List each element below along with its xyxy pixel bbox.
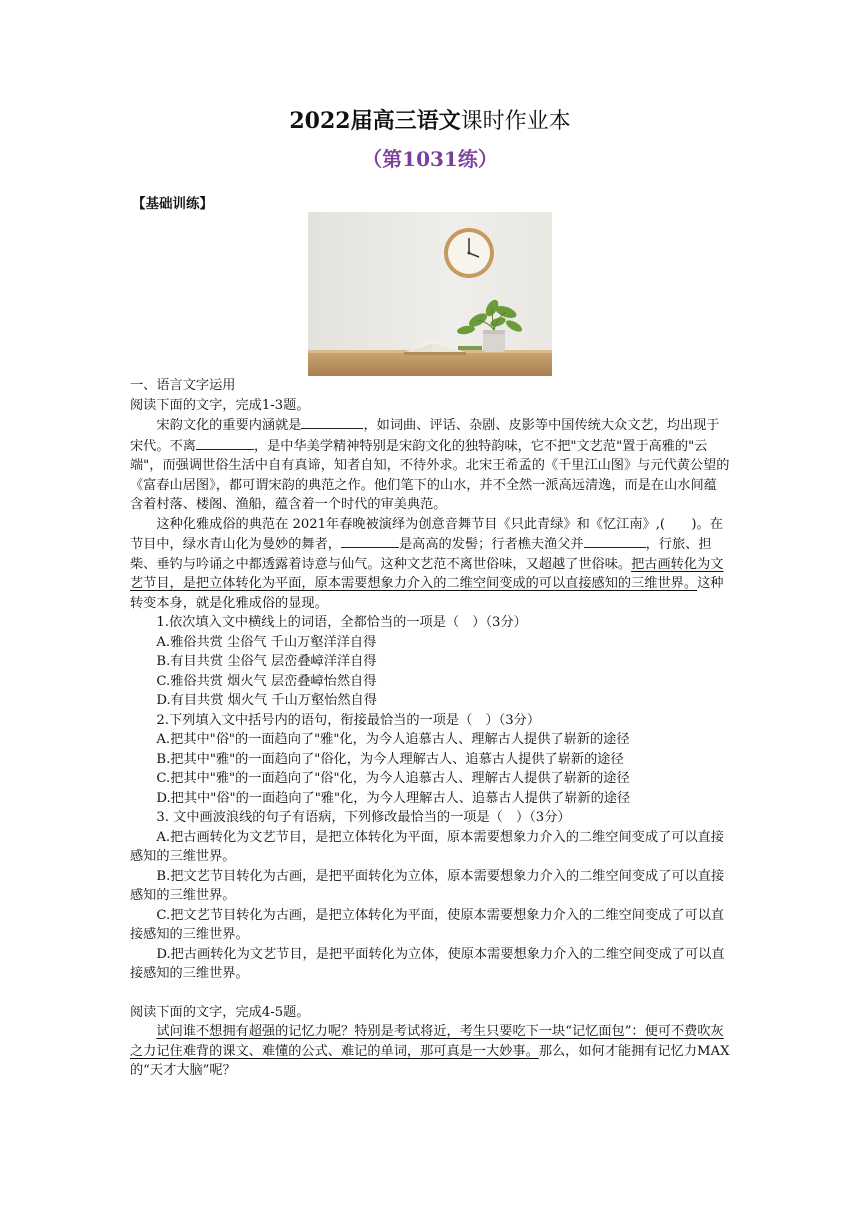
option: C.把其中"雅"的一面趋向了"俗"化，为今人追慕古人、理解古人提供了崭新的途径 bbox=[156, 771, 630, 786]
question-1: 1.依次填入文中横线上的词语，全都恰当的一项是（ ）（3分） bbox=[156, 615, 527, 630]
option: A.把其中"俗"的一面趋向了"雅"化，为今人追慕古人、理解古人提供了崭新的途径 bbox=[156, 732, 630, 747]
option: B.把文艺节目转化为古画，是把平面转化为立体，原本需要想象力介入的二维空间变成了可以直接感知的三维世界。 bbox=[130, 868, 725, 903]
fill-blank bbox=[301, 415, 363, 429]
reading-instruction: 阅读下面的文字，完成1-3题。 bbox=[130, 397, 310, 413]
passage-paragraph bbox=[130, 1022, 730, 1081]
part-heading: 一、语言文字运用 bbox=[130, 378, 236, 393]
option: B.把其中"雅"的一面趋向了"俗化，为今人理解古人、追慕古人提供了崭新的途径 bbox=[156, 751, 624, 767]
passage-paragraph bbox=[130, 515, 730, 614]
passage-text: 是高高的发髻；行者樵夫渔父并 bbox=[399, 537, 584, 552]
passage-text: 这种化雅成俗的典范在 2021年春晚被演绎为创意音舞节目《只此青绿》和《忆江南》,( )。在节目中，绿水青山化为曼妙的舞者， bbox=[130, 516, 723, 552]
title-bold-part: 2022届高三语文 bbox=[289, 108, 461, 134]
passage-text: ，如词曲、评话、杂剧、皮影等中国传统大众文艺，均出现于宋代。不离 bbox=[130, 418, 720, 454]
fill-blank bbox=[584, 534, 646, 548]
option: A.雅俗共赏 尘俗气 千山万壑洋洋自得 bbox=[156, 634, 377, 650]
question-2: 2.下列填入文中括号内的语句，衔接最恰当的一项是（ ）（3分） bbox=[156, 712, 541, 728]
option: A.把古画转化为文艺节目，是把立体转化为平面，原本需要想象力介入的二维空间变成了可以直接感知的三维世界。 bbox=[130, 829, 724, 864]
passage-text: 这种转变本身，就是化雅成俗的显现。 bbox=[130, 576, 724, 611]
page-subtitle: （第1031练） bbox=[362, 147, 498, 171]
option: B.有目共赏 尘俗气 层峦叠嶂洋洋自得 bbox=[156, 654, 377, 669]
section-label: 【基础训练】 bbox=[132, 196, 213, 212]
wavy-underlined-sentence: 把古画转化为文艺节目，是把立体转化为平面，原本需要想象力介入的二维空间变成的可以直接感知的三维世界。 bbox=[130, 556, 724, 591]
passage-text: ，是中华美学精神特别是宋韵文化的独特韵味，它不把"文艺范"置于高雅的"云端"，而强调世俗生活中自有真谛，知者自知，不待外求。北宋王希孟的《千里江山图》与元代黄公望的《富春山居图》，都可谓宋韵的典范之作。他们笔下的山水，并不全然一派高远清逸，而是在山水间蕴含着村落、楼阁、渔船，蕴含着一个时代的审美典范。 bbox=[130, 438, 730, 512]
clock-plant-book-photo bbox=[308, 212, 552, 376]
passage-text: ，行旅、担柴、垂钓与吟诵之中都透露着诗意与仙气。这种文艺范不离世俗味，又超越了世俗味。 bbox=[130, 537, 712, 572]
option: C.把文艺节目转化为古画，是把立体转化为平面，使原本需要想象力介入的二维空间变成了可以直接感知的三维世界。 bbox=[130, 907, 725, 942]
option: D.把其中"俗"的一面趋向了"雅"化，为今人理解古人、追慕古人提供了崭新的途径 bbox=[156, 790, 631, 806]
option: D.有目共赏 烟火气 千山万壑怡然自得 bbox=[156, 693, 377, 708]
fill-blank bbox=[196, 436, 254, 450]
wavy-underlined-sentence: 试问谁不想拥有超强的记忆力呢？特别是考试将近，考生只要吃下一块“记忆面包”：便可不费吹灰之力记住难背的课文、难懂的公式、难记的单词，那可真是一大妙事。 bbox=[130, 1024, 724, 1059]
passage-text: 那么，如何才能拥有记忆力MAX的“天才大脑”呢？ bbox=[130, 1043, 730, 1078]
question-3: 3. 文中画波浪线的句子有语病，下列修改最恰当的一项是（ ）（3分） bbox=[156, 810, 571, 825]
option: D.把古画转化为文艺节目，是把平面转化为立体，使原本需要想象力介入的二维空间变成了可以直接感知的三维世界。 bbox=[130, 946, 725, 981]
fill-blank bbox=[341, 534, 399, 548]
spacer bbox=[130, 984, 730, 1003]
option: C.雅俗共赏 烟火气 层峦叠嶂怡然自得 bbox=[156, 673, 377, 689]
page-title bbox=[0, 106, 860, 137]
passage-text: 宋韵文化的重要内涵就是 bbox=[156, 418, 302, 433]
reading-instruction: 阅读下面的文字，完成4-5题。 bbox=[130, 1004, 310, 1020]
passage-paragraph bbox=[130, 415, 730, 515]
photo-illustration bbox=[308, 212, 552, 376]
document-body bbox=[130, 376, 730, 1081]
title-normal-part: 课时作业本 bbox=[460, 109, 571, 134]
